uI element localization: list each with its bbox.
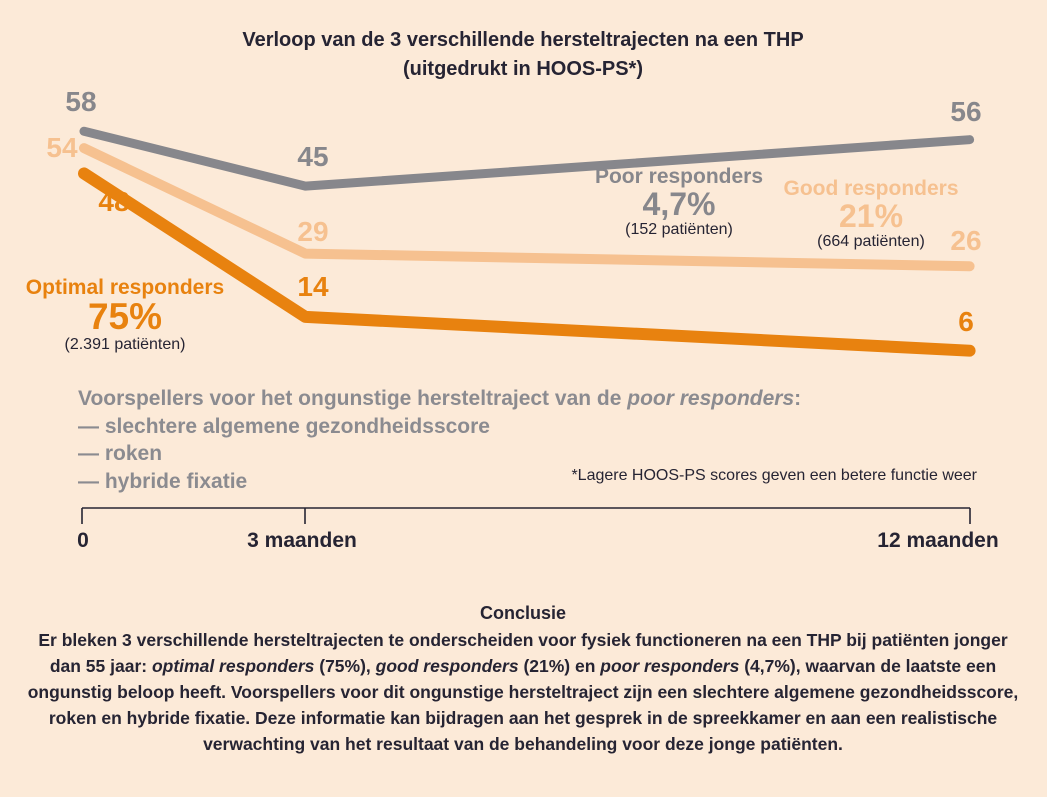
hoos-ps-footnote: *Lagere HOOS-PS scores geven een betere functie weer (571, 467, 977, 484)
good-responders-patients: (664 patiënten) (817, 233, 925, 250)
good-responders-annotation (783, 178, 958, 251)
optimal-value-12m: 6 (958, 306, 974, 337)
optimal-responders-annotation (26, 277, 224, 354)
predictor-item-health-score: — slechtere algemene gezondheidsscore (78, 414, 490, 438)
poor-responders-name: Poor responders (594, 165, 764, 188)
predictors-intro-prefix: Voorspellers voor het ongunstige hersteltraject van de (78, 387, 628, 410)
poor-responders-patients: (152 patiënten) (625, 221, 733, 238)
chart-title-line1: Verloop van de 3 verschillende hersteltrajecten na een THP (242, 29, 804, 51)
conclusion-part4: (4,7%), waarvan de laatste een ongunstig beloop heeft. Voorspellers voor dit ongunstige hersteltraject zijn een slechtere algemene gezondheidsscore, roken en hybride fixatie. Deze informatie kan bijdragen aan het gesprek in de spreekkamer en aan een realistische verwachting van het resultaat van de behandeling voor deze jonge patiënten. (27, 656, 1019, 754)
good-value-12m: 26 (950, 225, 982, 256)
predictor-item-smoking: — roken (78, 442, 163, 465)
conclusion-paragraph (23, 627, 1023, 757)
poor-value-3m: 45 (297, 141, 329, 172)
poor-value-12m: 56 (950, 96, 982, 127)
predictors-intro (78, 385, 801, 413)
conclusion-italic-poor: poor responders (600, 656, 740, 676)
optimal-responders-name: Optimal responders (25, 276, 225, 299)
predictor-item-hybrid-fixation: — hybride fixatie (78, 469, 248, 493)
chart-title-line2: (uitgedrukt in HOOS-PS*) (403, 58, 643, 80)
axis-label-3-maanden: 3 maanden (247, 529, 357, 552)
conclusion-part3: (21%) en (518, 656, 601, 676)
optimal-value-0: 48 (98, 186, 130, 217)
good-value-3m: 29 (297, 216, 329, 247)
conclusion-part2: (75%), (314, 656, 376, 676)
optimal-value-3m: 14 (297, 271, 329, 302)
poor-value-0: 58 (65, 86, 97, 117)
conclusion-heading: Conclusie (479, 603, 567, 623)
conclusion-italic-good: good responders (375, 656, 519, 676)
predictors-intro-suffix: : (794, 387, 802, 410)
good-responders-name: Good responders (783, 177, 959, 200)
poor-responders-percent: 4,7% (642, 186, 716, 222)
good-responders-percent: 21% (838, 198, 904, 234)
good-value-0: 54 (46, 132, 78, 163)
conclusion-part1: Er bleken 3 verschillende hersteltrajecten te onderscheiden voor fysiek functioneren na een THP bij patiënten jonger dan 55 jaar: (38, 630, 1008, 676)
axis-label-0: 0 (77, 529, 89, 552)
x-axis (82, 508, 970, 524)
predictors-intro-italic: poor responders (627, 387, 795, 410)
optimal-responders-percent: 75% (87, 296, 163, 337)
optimal-responders-patients: (2.391 patiënten) (64, 336, 186, 353)
conclusion-italic-optimal: optimal responders (151, 656, 315, 676)
poor-responders-annotation (595, 166, 763, 239)
axis-label-12-maanden: 12 maanden (877, 529, 999, 552)
